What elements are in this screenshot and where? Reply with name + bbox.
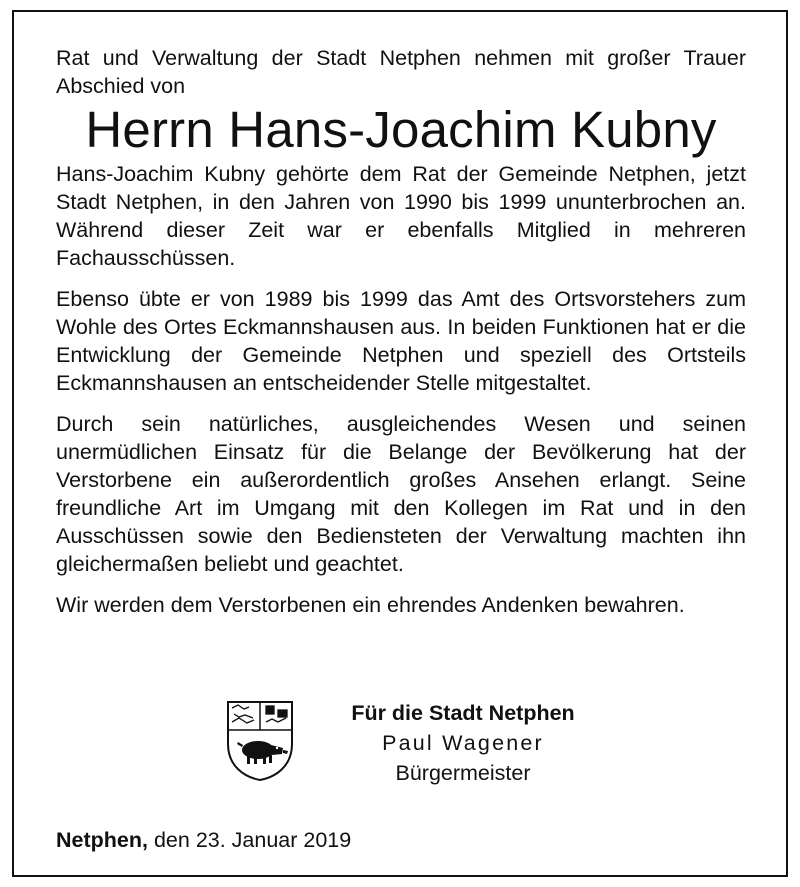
paragraph-council: Hans-Joachim Kubny gehörte dem Rat der Gemeinde Netphen, jetzt Stadt Netphen, in den Jahren von 1990 bis 1999 ununterbrochen an. Während dieser Zeit war er ebenfalls Mitglied in mehreren Fachausschüssen. bbox=[56, 162, 746, 270]
footer-place-date bbox=[56, 826, 351, 854]
signature-organization: Für die Stadt Netphen bbox=[351, 701, 575, 725]
paragraph-character: Durch sein natürliches, ausgleichendes Wesen und seinen unermüdlichen Einsatz für die Belange der Bevölkerung hat der Verstorbene ein außerordentlich großes Ansehen erlangt. Seine freundliche Art im Umgang mit den Kollegen im Rat und in den Ausschüssen sowie den Bediensteten der Verwaltung machten ihn gleichermaßen beliebt und geachtet. bbox=[56, 412, 746, 576]
paragraph-ortsvorsteher: Ebenso übte er von 1989 bis 1999 das Amt des Ortsvorstehers zum Wohle des Ortes Eckmannshausen aus. In beiden Funktionen hat er die Entwicklung der Gemeinde Netphen und speziell des Ortsteils Eckmannshausen an entscheidender Stelle mitgestaltet. bbox=[56, 287, 746, 395]
notice-body bbox=[56, 44, 746, 619]
signature-role: Bürgermeister bbox=[395, 761, 531, 785]
signature-person: Paul Wagener bbox=[382, 731, 544, 755]
deceased-name: Herrn Hans-Joachim Kubny bbox=[85, 101, 717, 158]
signature-block bbox=[226, 698, 766, 788]
signature-text bbox=[318, 698, 608, 788]
closing-text: Wir werden dem Verstorbenen ein ehrendes Andenken bewahren. bbox=[56, 593, 685, 617]
coat-of-arms-boar-icon bbox=[226, 700, 294, 782]
footer-place: Netphen, bbox=[56, 828, 148, 852]
footer-date: den 23. Januar 2019 bbox=[153, 828, 352, 852]
intro-text: Rat und Verwaltung der Stadt Netphen nehmen mit großer Trauer Abschied von bbox=[56, 46, 746, 98]
